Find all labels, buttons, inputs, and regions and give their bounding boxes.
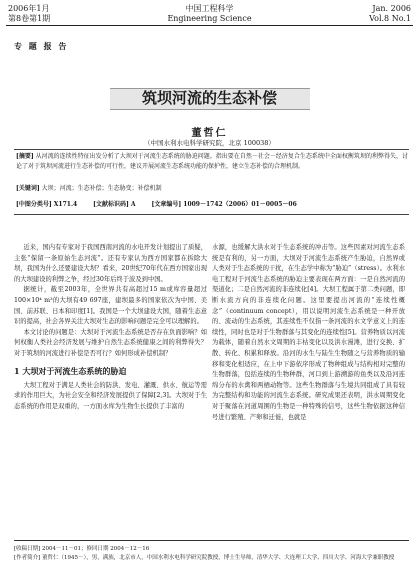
body-paragraph: 据统计，截至2003年，全世界共有高超过15 m或库容量超过100×10⁴ m³的大坝有49 697座，建坝最多的国家依次为中国、美国、前苏联、日本和印度[1]。我国是一个大坝建设大国，随着生态意识的提高，社会各界关注大坝对生态的影响问题是完全可以理解的。: [14, 286, 207, 326]
keywords-text: 大坝；河流；生态补偿；生态胁变；补偿机制: [41, 185, 162, 192]
document-code: [文献标识码] A: [93, 201, 136, 208]
header-center: [0, 4, 419, 24]
running-header: [0, 4, 419, 30]
body-paragraph: 本文讨论的问题是：大坝对于河流生态系统是否存在负面影响？如何权衡人类社会经济发展与维护自然生态系统健康之间的利弊得失？对于筑坝的河流进行补偿是否可行？如何形成补偿机制？: [14, 328, 207, 357]
left-column: [14, 243, 207, 412]
abstract: [16, 152, 408, 172]
abstract-text: 从河流的连续性特征出发分析了大坝对于河流生态系统的胁迫问题。指出要在自然－社会－经济复合生态系统中全面权衡筑坝的利弊得失，讨论了对于筑坝河流进行生态补偿的可行性，建议开展河流生态系统功能的保护性，建立生态补偿的合理机制。: [16, 153, 408, 170]
section-heading: 1 大坝对于河流生态系统的胁迫: [14, 365, 127, 376]
header-volume: 第8卷第1期: [8, 14, 51, 23]
classification-line: [16, 200, 408, 210]
body-paragraph: 大坝工程对于满足人类社会的防洪、发电、灌溉、供水、航运等需求的作用巨大，为社会安全和经济发展提供了保障[2,3]。大坝对于生态系统的作用是双重的，一方面水库为生物生长提供了丰富的: [14, 381, 207, 410]
journal-name-en: Engineering Science: [167, 14, 252, 23]
right-column: [212, 243, 405, 423]
article-number: [文章编号] 1009－1742（2006）01－0005－06: [151, 201, 297, 208]
journal-name-cn: 中国工程科学: [185, 4, 234, 13]
header-rule: [6, 25, 413, 26]
footnote-rule: [14, 540, 409, 541]
body-paragraph: 水源，也缓解大洪水对于生态系统的冲击等。这些因素对河流生态系统是有利的，另一方面，大坝对于河流生态系统产生胁迫，自然界或人类对于生态系统的干扰，在生态学中称为“胁迫”（stress）。水利水电工程对于河流生态系统的胁迫主要表现在两方面：一是自然河流的渠道化；二是自然河流的非连续化[4]。大坝工程属于第二类问题，即断水流方向的非连续化问题。这里要提出河流的“连续性概念”（continuum concept），用以说明河流生态系统是一种开放的、流动的生态系统，其连续性不仅指一条河流的水文学意义上的连续性，同时也是对于生物群落与其变化的连续性[5]。营养物质以河流为载体，随着自然水文周期的丰枯变化以及洪水漫滩，进行交换、扩散、转化、积累和释放。沿河的水生与陆生生物随之与营养物质的输移和变化相适应，在上中下游依序形成了物种组成与结构相对完整的生物群落，包括连续的生物种群，河口到上游溯游的鱼类以及沿河连绵分布的水禽和两栖动物等。这些生物群落与生境共同组成了具有较为完整结构和功能的河流生态系统。研究成果还表明，洪水周期变化对于聚落在河道周围的生物是一种特殊的信号，这些生物依据这种信号进行繁殖、产卵和迁徙，也就是: [212, 244, 405, 421]
abstract-top-rule: [14, 149, 409, 150]
header-right: [369, 4, 411, 24]
header-volume-en: Vol.8 No.1: [369, 14, 411, 23]
keywords: [16, 184, 408, 194]
abstract-bottom-rule: [14, 214, 409, 215]
author-affiliation: （中国水利水电科学研究院，北京 100038）: [144, 139, 275, 147]
body-paragraph: 近来，国内有专家对于我国西南河流的水电开发计划提出了质疑，主张“保留一条原始生态河流”。还有专家认为西方国家都在拆除大坝，我国为什么还要建设大坝？看来，20世纪70年代在西方国家出现的大坝建设的利弊之争，经过30年后终于波及到中国。: [14, 244, 207, 283]
author-bio: [作者简介] 董哲仁（1945－），男，满族，北京市人，中国水利水电科学研究院教授，博士生导师，清华大学、大连理工大学、四川大学、河海大学兼职教授: [14, 555, 395, 561]
header-date-en: Jan. 2006: [372, 4, 411, 13]
keywords-label: [关键词]: [16, 185, 40, 192]
received-date: [收稿日期] 2004－11－01；修回日期 2004－12－16: [14, 546, 150, 552]
abstract-label: [摘要]: [16, 153, 34, 160]
section-tag: 专 题 报 告: [14, 41, 69, 51]
author-name: 董哲仁: [191, 128, 228, 139]
header-date: 2006年1月: [8, 4, 50, 13]
article-title: 筑坝河流的生态补偿: [141, 89, 277, 107]
clc-number: [中图分类号] X171.4: [16, 201, 78, 208]
footnote: [14, 545, 409, 563]
